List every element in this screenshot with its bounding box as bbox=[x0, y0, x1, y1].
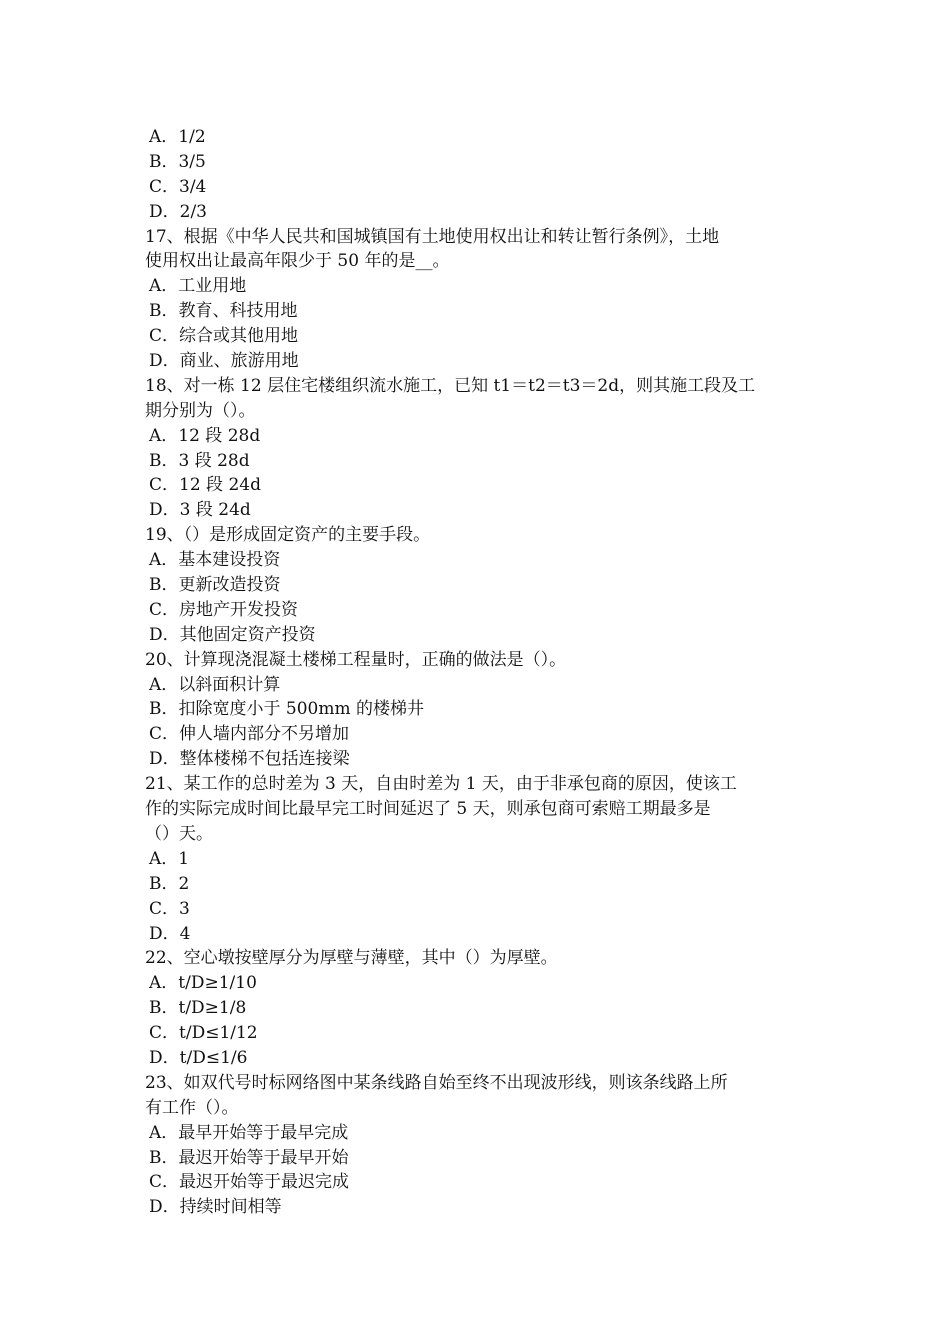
option-a: A．12 段 28d bbox=[149, 425, 261, 446]
option-b: B．最迟开始等于最早开始 bbox=[149, 1147, 349, 1168]
option-c: C．12 段 24d bbox=[149, 475, 261, 496]
option-d: D．t/D≤1/6 bbox=[149, 1047, 248, 1068]
question-stem-line: 使用权出让最高年限少于 50 年的是__。 bbox=[145, 251, 450, 272]
question-21 bbox=[145, 772, 807, 946]
option-a: A．t/D≥1/10 bbox=[149, 973, 257, 994]
option-c: C．房地产开发投资 bbox=[149, 599, 299, 620]
question-stem-line: 期分别为（）。 bbox=[145, 400, 256, 421]
option-b: B．扣除宽度小于 500mm 的楼梯井 bbox=[149, 699, 424, 720]
question-stem-line: 23、如双代号时标网络图中某条线路自始至终不出现波形线，则该条线路上所 bbox=[145, 1072, 728, 1093]
option-b: B．t/D≥1/8 bbox=[149, 998, 247, 1019]
option-b: B．3 段 28d bbox=[149, 450, 250, 471]
option-d: D．整体楼梯不包括连接梁 bbox=[149, 749, 350, 770]
option-c: C．综合或其他用地 bbox=[149, 326, 299, 347]
question-22 bbox=[145, 946, 807, 1070]
question-stem-line: 作的实际完成时间比最早完工时间延迟了 5 天，则承包商可索赔工期最多是 bbox=[145, 799, 711, 820]
question-stem-line: 19、（）是形成固定资产的主要手段。 bbox=[145, 525, 431, 546]
option-a: A．1/2 bbox=[149, 127, 206, 147]
option-d: D．2/3 bbox=[149, 201, 207, 222]
option-d: D．其他固定资产投资 bbox=[149, 624, 316, 645]
question-stem-line: 20、计算现浇混凝土楼梯工程量时，正确的做法是（）。 bbox=[145, 649, 567, 670]
option-a: A．1 bbox=[149, 848, 190, 869]
option-b: B．2 bbox=[149, 873, 190, 894]
question-stem-line: （）天。 bbox=[145, 823, 213, 844]
option-c: C．最迟开始等于最迟完成 bbox=[149, 1172, 350, 1193]
option-d: D．4 bbox=[149, 923, 191, 944]
question-18 bbox=[145, 374, 807, 523]
question-stem-line: 21、某工作的总时差为 3 天，自由时差为 1 天，由于非承包商的原因，使该工 bbox=[145, 774, 737, 795]
option-a: A．基本建设投资 bbox=[149, 550, 281, 571]
question-19 bbox=[145, 523, 807, 647]
option-a: A．工业用地 bbox=[149, 276, 247, 297]
question-23 bbox=[145, 1071, 807, 1220]
option-d: D．持续时间相等 bbox=[149, 1197, 282, 1218]
option-c: C．3/4 bbox=[149, 176, 207, 197]
document-page bbox=[145, 125, 807, 1220]
question-stem-line: 有工作（）。 bbox=[145, 1097, 239, 1118]
question-17 bbox=[145, 225, 807, 374]
option-a: A．最早开始等于最早完成 bbox=[149, 1122, 349, 1143]
option-c: C．3 bbox=[149, 898, 190, 919]
option-d: D．3 段 24d bbox=[149, 500, 251, 521]
leading-options bbox=[145, 125, 807, 225]
option-c: C．伸人墙内部分不另增加 bbox=[149, 724, 350, 745]
option-b: B．更新改造投资 bbox=[149, 575, 281, 596]
option-c: C．t/D≤1/12 bbox=[149, 1023, 258, 1044]
option-b: B．教育、科技用地 bbox=[149, 301, 298, 322]
question-stem-line: 22、空心墩按壁厚分为厚壁与薄壁，其中（）为厚壁。 bbox=[145, 948, 558, 969]
option-a: A．以斜面积计算 bbox=[149, 674, 281, 695]
question-stem-line: 18、对一栋 12 层住宅楼组织流水施工，已知 t1＝t2＝t3＝2d，则其施工段及工 bbox=[145, 375, 756, 396]
option-d: D．商业、旅游用地 bbox=[149, 351, 299, 372]
option-b: B．3/5 bbox=[149, 151, 206, 172]
question-stem-line: 17、根据《中华人民共和国城镇国有土地使用权出让和转让暂行条例》，土地 bbox=[145, 226, 720, 247]
question-20 bbox=[145, 648, 807, 772]
